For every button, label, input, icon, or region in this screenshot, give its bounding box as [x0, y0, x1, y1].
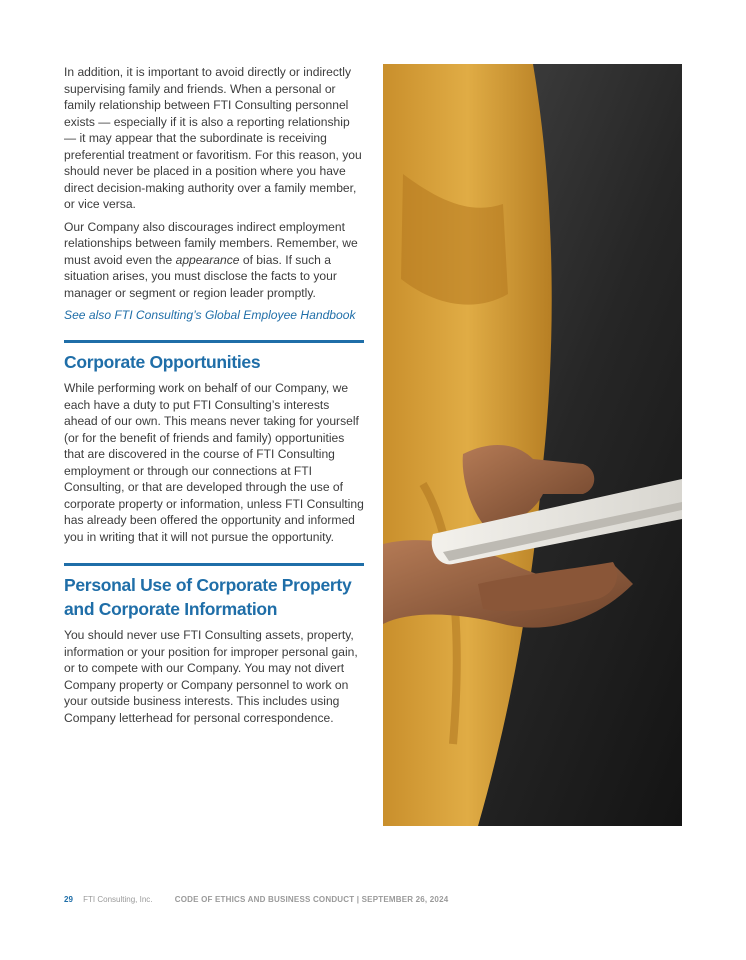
intro-paragraph-2-end: of bias. If such a situation arises, you must disclose the facts to your manager or segment or region leader promptly.: [64, 252, 337, 300]
intro-paragraph-2: [64, 219, 364, 302]
main-text-column: [64, 64, 364, 732]
corporate-opportunities-body: While performing work on behalf of our Company, we each have a duty to put FTI Consulting’s interests ahead of our own. This means never taking for yourself (or for the benefit of friends and family) opportunities that are discovered in the course of FTI Consulting employment or through our connections at FTI Consulting, or that are developed through the use of corporate property or information, unless FTI Consulting has already been offered the opportunity and informed you in writing that it will not pursue the opportunity.: [64, 381, 364, 544]
intro-paragraph-2-emphasis: appearance: [175, 252, 240, 267]
footer-document-title: CODE OF ETHICS AND BUSINESS CONDUCT | SEPTEMBER 26, 2024: [174, 895, 449, 904]
page-footer: [64, 895, 448, 905]
personal-use-body: You should never use FTI Consulting assets, property, information or your position for improper personal gain, or to compete with our Company. You may not divert Company property or Company personnel to work on your outside business interests. This includes using Company letterhead for personal correspondence.: [64, 628, 358, 725]
personal-use-heading: Personal Use of Corporate Property and Corporate Information: [64, 575, 352, 619]
corporate-opportunities-heading: Corporate Opportunities: [64, 351, 261, 372]
section-divider: [64, 563, 364, 566]
intro-paragraph-1: In addition, it is important to avoid directly or indirectly supervising family and friends. When a personal or family relationship between FTI Consulting personnel exists — especially if it is also a reporting relationship — it may appear that the subordinate is receiving preferential treatment or favoritism. For this reason, you should never be placed in a position where you have direct decision-making authority over a family member, or vice versa.: [64, 65, 362, 211]
intro-paragraph-2-start: Our Company also discourages indirect employment relationships between family members. Remember, we must avoid even the: [64, 219, 358, 267]
person-holding-smartphone-photo: [383, 64, 682, 826]
section-divider: [64, 340, 364, 343]
footer-company: FTI Consulting, Inc.: [83, 895, 153, 904]
see-also-handbook-link[interactable]: See also FTI Consulting’s Global Employee Handbook: [64, 308, 356, 322]
page-number: 29: [64, 895, 73, 904]
